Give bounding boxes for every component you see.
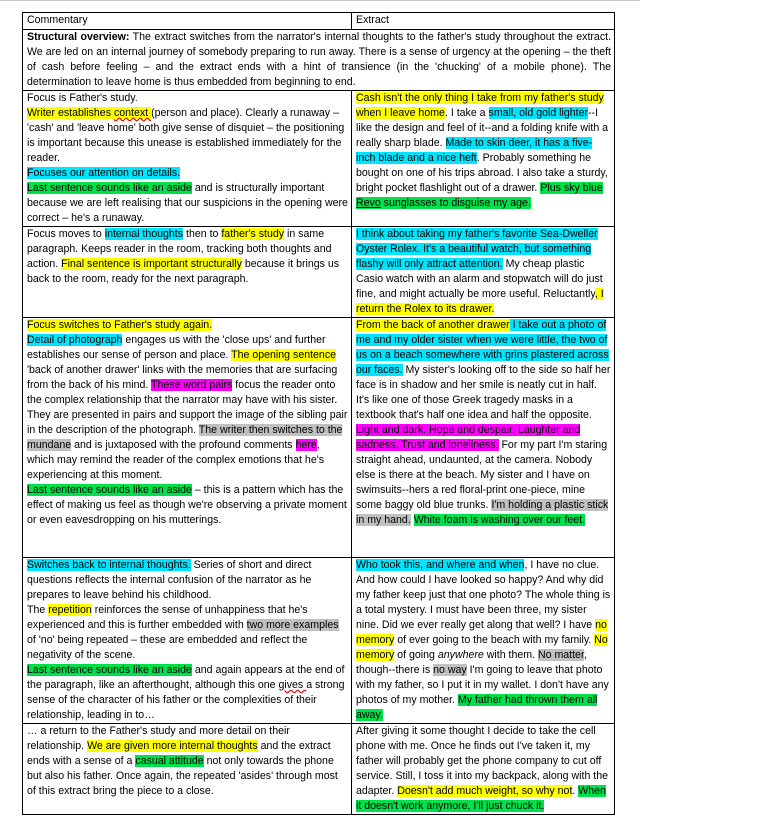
text-run: The bbox=[27, 604, 49, 616]
text-run: … a return to the Father's study and more detail on their relationship. bbox=[27, 725, 290, 752]
text-run: and again appears at the end of the paragraph, like an afterthought, although this one bbox=[27, 664, 345, 691]
cyan-highlight-text: internal thoughts bbox=[104, 228, 184, 240]
text-run: My sister's looking off to the side so half her face is in shadow and her smile is neatly cut in half. It's like one of those Greek tragedy masks in a textbook that's half one idea and half the opposite. bbox=[356, 364, 611, 421]
green-highlight-text: Last sentence sounds like an aside bbox=[27, 664, 192, 676]
extract-cell bbox=[352, 91, 615, 227]
text-run: and is structurally important because we are left realising that our suspicions in the opening were correct – he's a runaway. bbox=[27, 182, 348, 224]
yellow-highlight-text: Final sentence is important structurally bbox=[61, 258, 242, 270]
green-highlight-text: My father had thrown them all away. bbox=[356, 694, 598, 721]
grey-highlight-text: I'm holding a plastic stick in my hand. bbox=[356, 499, 609, 526]
table-row bbox=[23, 558, 615, 724]
table-row bbox=[23, 318, 615, 558]
commentary-extract-table bbox=[22, 12, 615, 815]
grey-highlight-text: No matter bbox=[537, 649, 584, 661]
green-highlight-text: casual attitude bbox=[135, 755, 204, 767]
text-run: anywhere bbox=[437, 649, 484, 661]
text-run: --I like the design and feel of it--and a folding knife with a really sharp blade. bbox=[356, 107, 609, 149]
text-run: , though--there is bbox=[356, 649, 587, 676]
green-highlight-text: Plus sky blue bbox=[540, 182, 603, 194]
text-run: then to bbox=[183, 228, 222, 240]
commentary-cell bbox=[23, 558, 352, 724]
text-run: I'm going to leave that photo with my father, so I put it in my wallet. I don't have any photos of my mother. bbox=[356, 664, 609, 706]
grey-highlight-text: The writer then switches to the mundane bbox=[27, 424, 343, 451]
green-highlight-text: When it doesn't work anymore, I'll just chuck it. bbox=[356, 785, 606, 812]
text-run: because it brings us back to the room, ready for the next paragraph. bbox=[27, 258, 340, 285]
green-highlight-text: White foam is washing over our feet. bbox=[413, 514, 586, 526]
commentary-cell bbox=[23, 318, 352, 558]
text-run: . Probably something he bought on one of his trips abroad. I also take a sturdy, bright pocket flashlight out of a drawer. bbox=[356, 152, 608, 194]
yellow-highlight-text: No memory bbox=[356, 634, 608, 661]
yellow-highlight-text: From the back of another drawer bbox=[356, 319, 510, 331]
table-row bbox=[23, 227, 615, 318]
text-run: and the extract ends with a sense of a bbox=[27, 740, 331, 767]
yellow-highlight-text: , I return the Rolex to its drawer. bbox=[356, 288, 604, 315]
grey-highlight-text: no way bbox=[433, 664, 467, 676]
text-run: For my part I'm staring straight ahead, undaunted, at the camera. Nobody else is there at the beach. My sister and I have on swimsuits--hers a red floral-print one-piece, mine some baggy old blue trunks. bbox=[356, 439, 608, 511]
text-run: not only towards the phone but also his father. Once again, the repeated 'asides' through most of this extract bring the piece to a close. bbox=[27, 755, 338, 797]
cyan-highlight-text: Who took this, and where and when bbox=[356, 559, 525, 571]
overview-text: The extract switches from the narrator's internal thoughts to the father's study throughout the extract. We are led on an internal journey of somebody preparing to run away. There is a sense of urgency at the opening – the theft of cash before feeling – and the extract ends with a hint of transience (in the 'chucking' of a mobile phone). The determination to leave home is thus embedded from beginning to end. bbox=[27, 31, 612, 88]
cyan-highlight-text: Switches back to internal thoughts. bbox=[27, 559, 191, 571]
text-run: My cheap plastic Casio watch with an alarm and stopwatch will do just fine, and might actually be more useful. Reluctantly bbox=[356, 258, 603, 300]
commentary-cell bbox=[23, 724, 352, 815]
cyan-highlight-text: small, old gold lighter bbox=[488, 107, 589, 119]
table-row bbox=[23, 724, 615, 815]
text-run: reinforces the sense of unhappiness that he's experienced and this is further embedded with bbox=[27, 604, 308, 631]
cyan-highlight-text: Focuses our attention on details. bbox=[27, 167, 181, 179]
text-run: . bbox=[572, 785, 579, 797]
magenta-highlight-text: These word pairs bbox=[151, 379, 233, 391]
green-highlight-text: Revo bbox=[356, 197, 381, 209]
text-run: Series of short and direct questions reflects the internal confusion of the narrator as he prepares to leave behind his childhood. bbox=[27, 559, 312, 601]
yellow-highlight-text: The opening sentence bbox=[231, 349, 337, 361]
overview-row bbox=[23, 30, 615, 91]
text-run: of 'no' being repeated – these are embedded and reflect the negativity of the scene. bbox=[27, 634, 308, 661]
text-run: focus the reader onto the complex relationship that the narrator may have with his sister. They are presented in pairs and support the image of the sibling pair in the description of the photograph. bbox=[27, 379, 348, 436]
magenta-highlight-text: here bbox=[295, 439, 317, 451]
text-run: with them. bbox=[483, 649, 538, 661]
text-run: – this is a pattern which has the effect of making us feel as though we're observing a private moment or even eavesdropping on his mutterings. bbox=[27, 484, 347, 526]
extract-cell bbox=[352, 558, 615, 724]
grey-highlight-text: two more examples bbox=[246, 619, 339, 631]
text-run: , I have no clue. And how could I have looked so happy? And why did my father keep just that one photo? The whole thing is a total mystery. I must have been three, my sister nine. Did we ever really get along that well? I have bbox=[356, 559, 611, 631]
text-run: Focus is Father's study. bbox=[27, 92, 138, 104]
table-header-row bbox=[23, 13, 615, 30]
green-highlight-text: Last sentence sounds like an aside bbox=[27, 484, 192, 496]
header-extract: Extract bbox=[352, 13, 615, 30]
text-run: a strong sense of the character of his father or the complexities of their relationship, leading in to… bbox=[27, 679, 345, 721]
cyan-highlight-text: I take out a photo of me and my older sister when we were little, the two of us on a beach somewhere with grins plastered across our faces. bbox=[356, 319, 609, 376]
cyan-highlight-text: I think about taking my father's favorite Sea-Dweller Oyster Rolex. It's a beautiful watch, but something flashy will only attract attention. bbox=[356, 228, 598, 270]
yellow-highlight-text: repetition bbox=[48, 604, 92, 616]
commentary-cell bbox=[23, 91, 352, 227]
text-run: Focus moves to bbox=[27, 228, 105, 240]
magenta-highlight-text: Light and dark. Hope and despair. Laughter and sadness. Trust and loneliness. bbox=[356, 424, 581, 451]
yellow-highlight-text: Cash isn't the only thing I take from my father's study when I leave home bbox=[356, 92, 604, 119]
table-row bbox=[23, 91, 615, 227]
text-run: 'back of another drawer' links with the memories that are surfacing from the back of his mind. bbox=[27, 364, 338, 391]
text-run: in same paragraph. Keeps reader in the room, tracking both thoughts and action. bbox=[27, 228, 332, 270]
structural-overview-cell bbox=[23, 30, 615, 91]
yellow-highlight-text: Doesn't add much weight, so why not bbox=[397, 785, 573, 797]
text-run: gives bbox=[278, 679, 307, 691]
text-run: of ever going to the beach with my family. bbox=[394, 634, 595, 646]
extract-cell bbox=[352, 227, 615, 318]
yellow-highlight-text: We are given more internal thoughts bbox=[87, 740, 258, 752]
green-highlight-text: sunglasses to disguise my age. bbox=[380, 197, 531, 209]
page-top-rule bbox=[0, 0, 640, 6]
commentary-cell bbox=[23, 227, 352, 318]
extract-cell bbox=[352, 318, 615, 558]
cyan-highlight-text: Detail of photograph bbox=[27, 334, 123, 346]
text-run: (person and place). Clearly a runaway – 'cash' and 'leave home' both give sense of disquiet – the positioning is important because this unease is established immediately for the reader. bbox=[27, 107, 345, 164]
extract-cell bbox=[352, 724, 615, 815]
text-run: . I take a bbox=[444, 107, 489, 119]
yellow-highlight-text: no memory bbox=[356, 619, 607, 646]
header-commentary: Commentary bbox=[23, 13, 352, 30]
yellow-highlight-text: father's study bbox=[221, 228, 285, 240]
yellow-highlight-text: Writer establishes bbox=[27, 107, 114, 119]
yellow-highlight-text: context bbox=[113, 107, 152, 119]
text-run: After giving it some thought I decide to take the cell phone with me. Once he finds out I've taken it, my father will probably get the phone company to cut off service. Still, I toss it into my backpack, along with the adapter. bbox=[356, 725, 608, 797]
text-run: and is juxtaposed with the profound comments bbox=[71, 439, 296, 451]
green-highlight-text: Last sentence sounds like an aside bbox=[27, 182, 192, 194]
cyan-highlight-text: Made to skin deer, it has a five-inch blade and a nice heft bbox=[356, 137, 593, 164]
yellow-highlight-text: Focus switches to Father's study again. bbox=[27, 319, 213, 331]
overview-label: Structural overview: bbox=[27, 31, 130, 43]
text-run: of going bbox=[394, 649, 438, 661]
text-run: , which may remind the reader of the complex emotions that he's experiencing at this moment. bbox=[27, 439, 325, 481]
text-run: engages us with the 'close ups' and further establishes our sense of person and place. bbox=[27, 334, 326, 361]
